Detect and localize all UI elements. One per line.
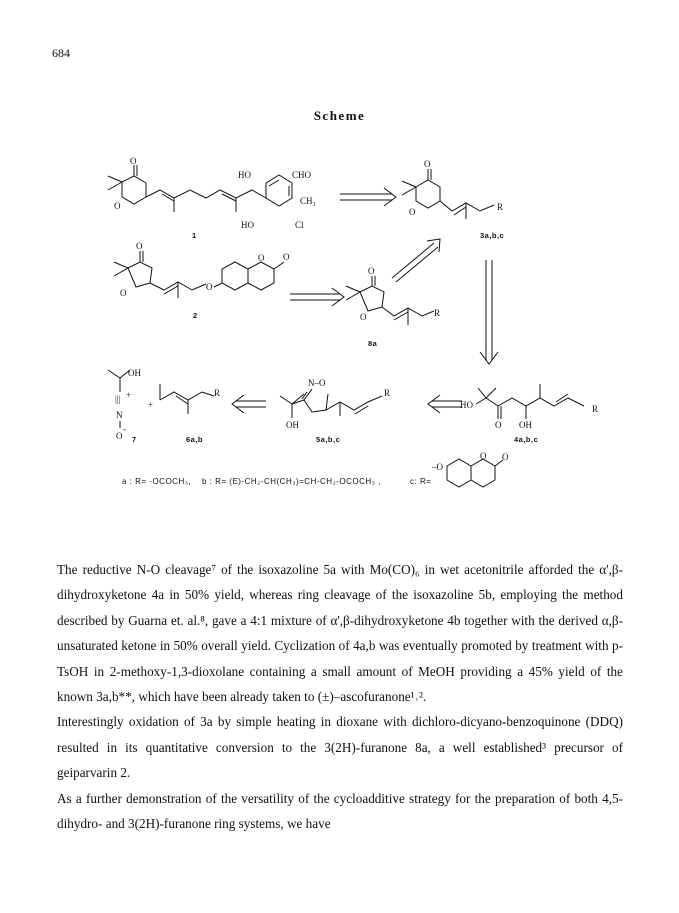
paragraph-3: As a further demonstration of the versatility of the cycloadditive strategy for the preparation of both 4,5-dihydro- and 3(2H)-furanone ring systems, we have [57,790,623,832]
legend-b: b : R= (E)-CH₂-CH(CH₃)=CH-CH₂-OCOCH₃ , [202,477,381,486]
paragraph-1: The reductive N-O cleavage⁷ of the isoxazoline 5a with Mo(CO)₆ in wet acetonitrile afforded the α',β-dihydroxyketone 4a in 50% yield, whereas ring cleavage of the isoxazoline 5b, employing the method described by Guarna et. al.⁸, gave a 4:1 mixture of α',β-dihydroxyketone 4b together with the derived α,β-unsaturated ketone in 50% overall yield. Cyclization of 4a,b was eventually promoted by treatment with p-TsOH in 2-methoxy-1,3-dioxolane containing a small amount of MeOH providing a 45% yield of the known 3a,b**, which have been already taken to (±)–ascofuranone¹˒². [57,562,623,705]
c7-triple-bond-label: ||| [115,394,121,404]
c2-lactone-o-label: O [258,253,265,263]
c1-ring-o-label: O [114,201,121,211]
c8a-r-label: R [434,308,441,318]
legend-c: c: R= [410,477,432,486]
compound-2-structure [114,241,290,320]
c5-no-label: N–O [308,378,326,388]
paragraph-2: Interestingly oxidation of 3a by simple heating in dioxane with dichloro-dicyano-benzoquinone (DDQ) resulted in its quantitative conversion to the 3(2H)-furanone 8a, a well established³ precursor of geiparvarin 2. [57,714,623,781]
c3-r-label: R [497,202,504,212]
vertical-arrow-3-4 [480,260,498,364]
c2-lactone-oxo-label: O [283,252,290,262]
legend-a: a : R= -OCOCH₃, [122,477,192,486]
page-number: 684 [52,46,70,60]
legend-c-oxo-label: O [502,452,509,462]
compound-4-structure [460,384,598,444]
compound-8a-label: 8a [368,339,378,348]
c8a-oxo-label: O [368,266,375,276]
compound-5-structure [280,378,390,444]
compound-1-label: 1 [192,231,197,240]
body-text [57,557,623,836]
c2-ether-o-label: O [206,282,213,292]
diagonal-arrow-8a-3 [392,239,440,282]
scheme-legend [122,451,509,487]
c4-oxo-label: O [495,420,502,430]
c7-minus-label: - [123,424,126,434]
c6-r-label: R [214,388,221,398]
retro-arrow-1-3 [340,188,396,206]
c1-oxo-label: O [130,156,137,166]
c3-ring-o-label: O [409,207,416,217]
c7-n-label: N [116,410,123,420]
compound-2-label: 2 [193,311,198,320]
c7-oh-label: OH [128,368,141,378]
compound-3-label: 3a,b,c [480,231,505,240]
c5-oh-label: OH [286,420,299,430]
c6-plus-label: + [148,400,154,410]
c2-oxo-label: O [136,241,143,251]
c4-ho-label: HO [460,400,473,410]
compound-7-label: 7 [132,435,137,444]
retro-arrow-4-5 [428,395,462,413]
compound-8a-structure [346,266,440,348]
legend-c-ring-o-label: O [480,451,487,461]
c4-r-label: R [592,404,599,414]
c5-r-label: R [384,388,391,398]
c8a-ring-o-label: O [360,312,367,322]
compound-7-structure [108,368,141,444]
c3-oxo-label: O [424,159,431,169]
compound-5-label: 5a,b,c [316,435,341,444]
compound-1-structure [108,156,316,240]
compound-6-structure [148,384,220,444]
retro-arrow-2-8a [290,288,344,306]
c1-cho-label: CHO [292,170,312,180]
c1-ho-bottom-label: HO [241,220,254,230]
legend-c-ether-o-label: –O [432,462,443,472]
c7-o-label: O [116,431,123,441]
c1-ch3-label: CH₃ [300,196,316,206]
c4-oh-label: OH [519,420,532,430]
c1-ho-top-label: HO [238,170,251,180]
compound-4-label: 4a,b,c [514,435,539,444]
scheme-title: Scheme [313,108,366,123]
c1-cl-label: Cl [295,220,304,230]
retro-arrow-5-6 [232,395,266,413]
c7-plus-label: + [126,390,132,400]
compound-6-label: 6a,b [186,435,204,444]
compound-3-structure [402,159,504,240]
c2-ring-o-label: O [120,288,127,298]
